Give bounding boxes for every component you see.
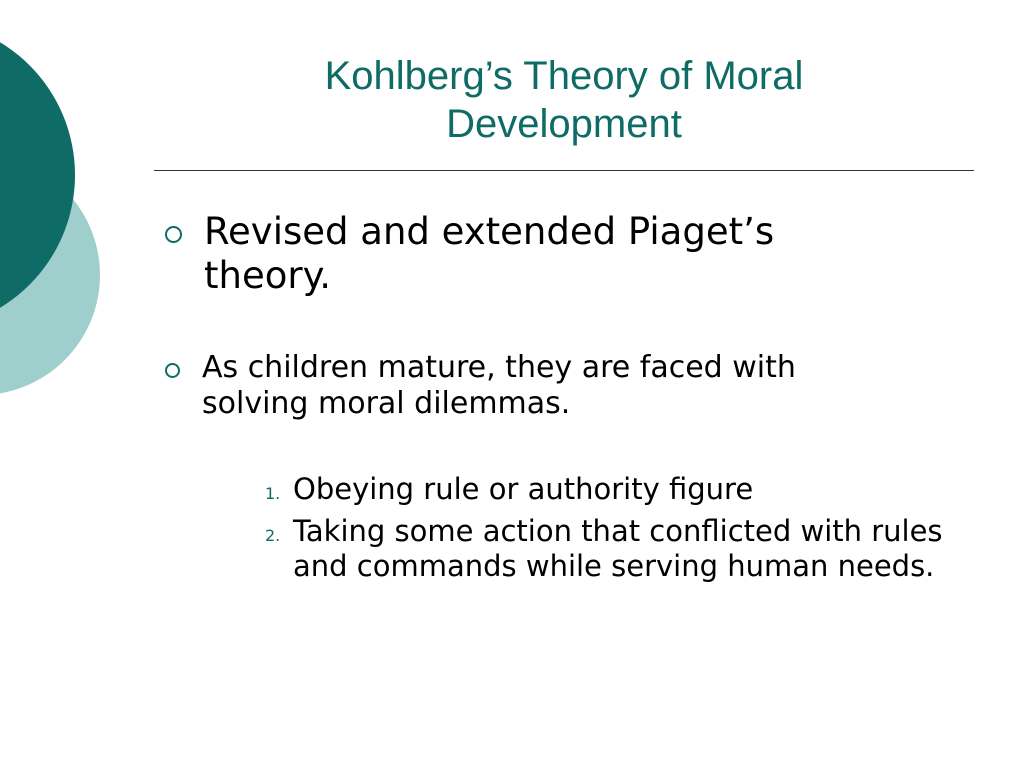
slide-title bbox=[154, 52, 974, 148]
circle-bullet-icon bbox=[165, 363, 180, 378]
item-number: 2. bbox=[265, 526, 281, 545]
title-divider bbox=[154, 170, 974, 171]
slide-title-line-1: Kohlberg’s Theory of Moral bbox=[324, 54, 804, 98]
bullet-item bbox=[165, 210, 865, 298]
bullet-item bbox=[165, 350, 885, 422]
numbered-item bbox=[265, 472, 965, 511]
slide-title-line-2: Development bbox=[446, 102, 682, 146]
numbered-item bbox=[265, 514, 965, 584]
bullet-text: As children mature, they are faced with solving moral dilemmas. bbox=[202, 350, 796, 421]
item-text: Taking some action that conflicted with rules and commands while serving human needs. bbox=[293, 514, 943, 583]
circle-bullet-icon bbox=[165, 226, 182, 243]
item-number: 1. bbox=[265, 484, 281, 503]
item-text: Obeying rule or authority figure bbox=[293, 472, 754, 506]
bullet-text: Revised and extended Piaget’s theory. bbox=[204, 210, 775, 297]
